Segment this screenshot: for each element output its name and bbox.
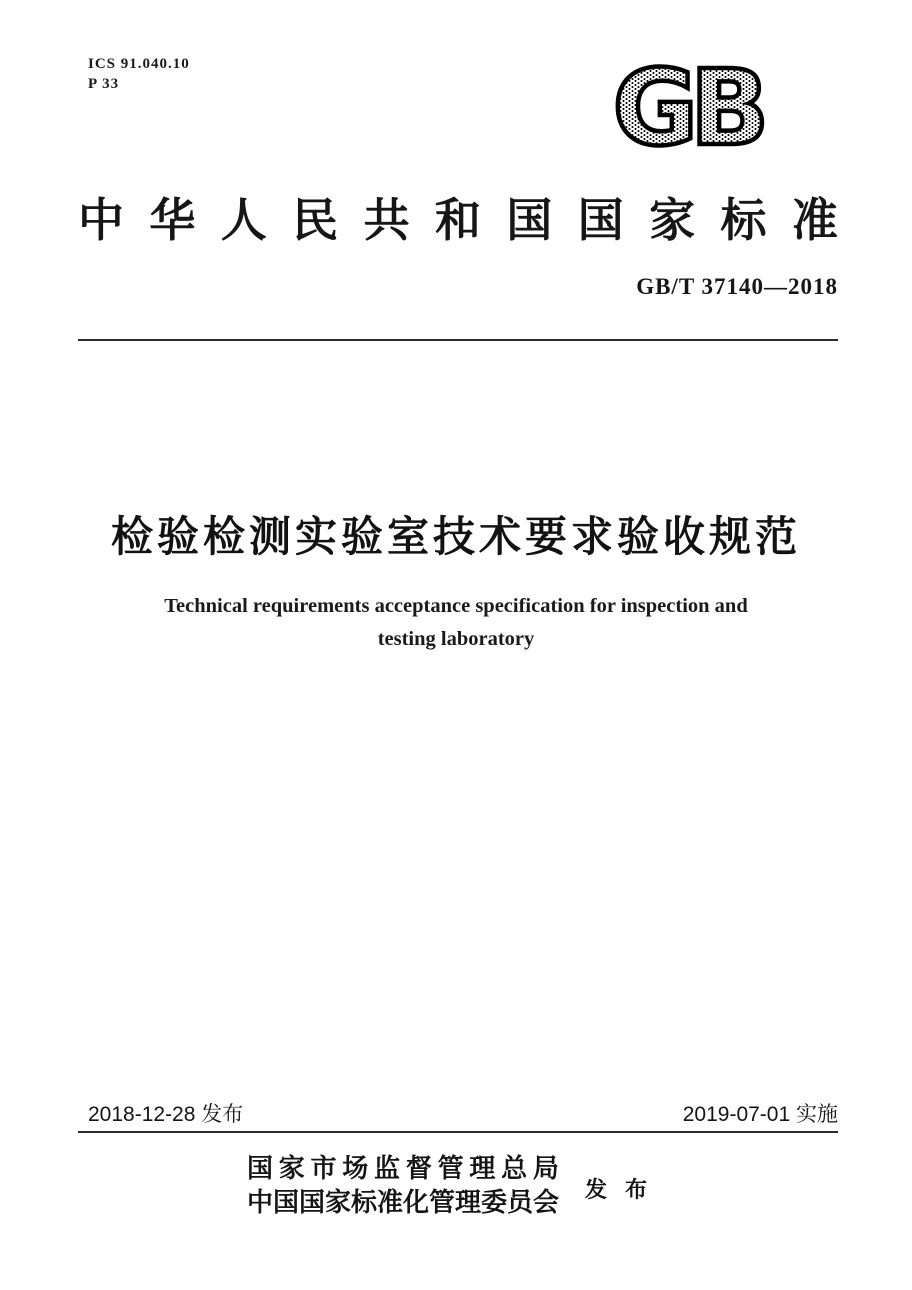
publisher-block bbox=[0, 1152, 912, 1220]
standard-number: GB/T 37140—2018 bbox=[636, 274, 838, 299]
ics-code: ICS 91.040.10 bbox=[88, 56, 190, 72]
publisher-names bbox=[247, 1152, 559, 1220]
bottom-divider bbox=[78, 1131, 838, 1133]
implementation-date: 2019-07-01 实施 bbox=[682, 1103, 838, 1126]
national-standard-heading: 中 华 人 民 共 和 国 国 家 标 准 bbox=[78, 195, 838, 246]
title-chinese: 检验检测实验室技术要求验收规范 bbox=[110, 513, 801, 560]
publisher-line2: 中国国家标准化管理委员会 bbox=[246, 1188, 559, 1217]
title-english-line1: Technical requirements acceptance specification for inspection and bbox=[164, 595, 748, 617]
issue-date: 2018-12-28 发布 bbox=[88, 1103, 244, 1126]
ics-classification-block bbox=[88, 54, 190, 95]
gb-logo-icon bbox=[592, 56, 782, 160]
title-english bbox=[0, 590, 912, 656]
doc-class-code: P 33 bbox=[88, 76, 120, 93]
gb-logo-text: GB bbox=[612, 56, 762, 160]
top-divider bbox=[78, 339, 838, 341]
date-row bbox=[88, 1098, 838, 1128]
publisher-line1: 国 家 市 场 监 督 管 理 总 局 bbox=[246, 1154, 559, 1183]
publish-label: 发布 bbox=[585, 1176, 666, 1202]
title-english-line2: testing laboratory bbox=[377, 628, 535, 650]
